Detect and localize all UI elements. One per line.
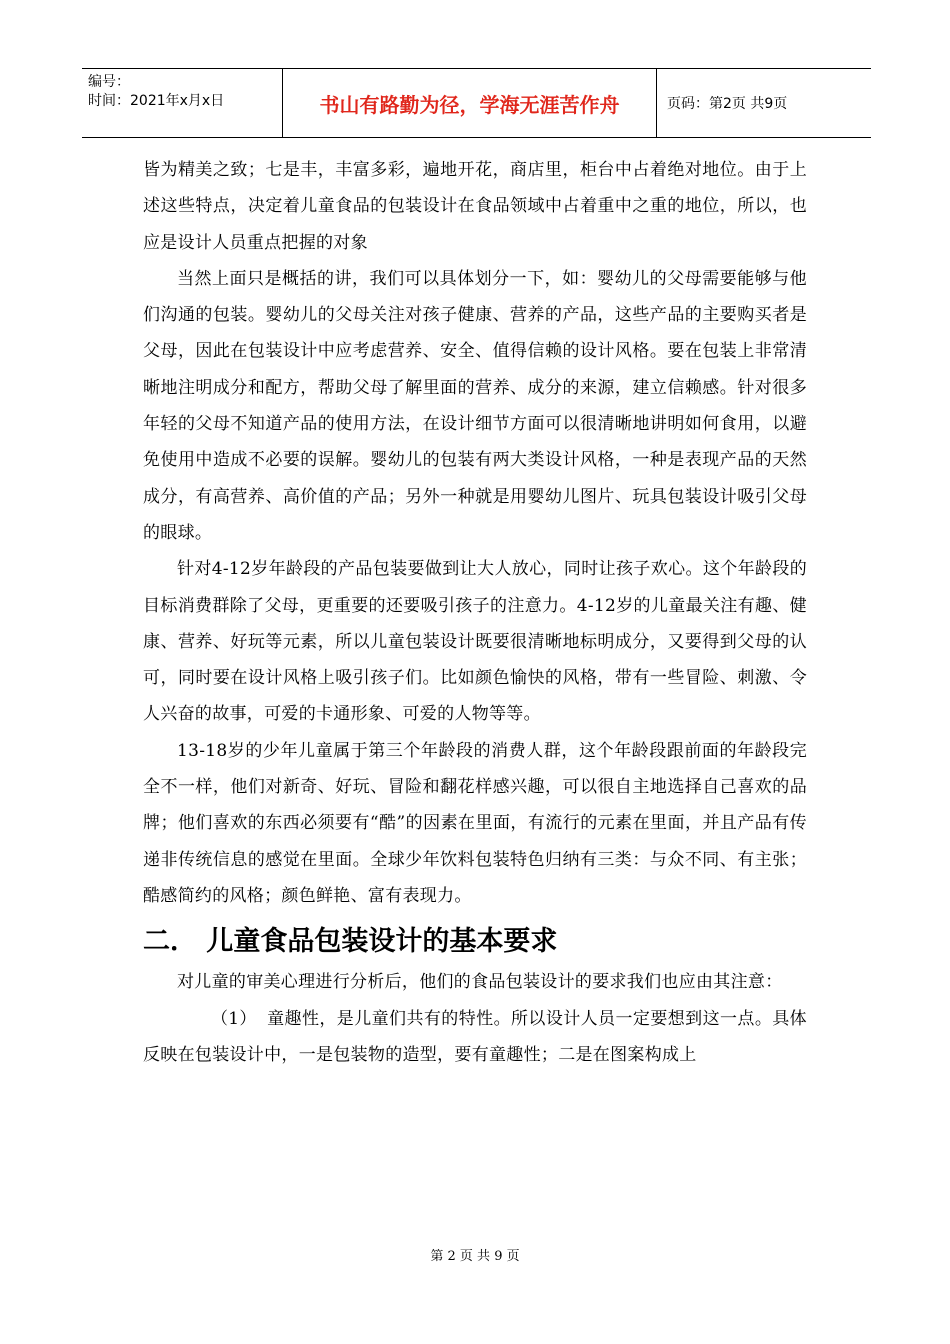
list-item-text: 童趣性，是儿童们共有的特性。所以设计人员一定要想到这一点。具体反映在包装设计中，一是包装物的造型，要有童趣性；二是在图案构成上 (143, 1008, 807, 1065)
document-number-label: 编号： (88, 74, 130, 90)
section-intro: 对儿童的审美心理进行分析后，他们的食品包装设计的要求我们也应由其注意： (177, 972, 783, 993)
paragraph-age-13-18: 13-18岁的少年儿童属于第三个年龄段的消费人群，这个年龄段跟前面的年龄段完全不一样，他们对新奇、好玩、冒险和翻花样感兴趣，可以很自主地选择自己喜欢的品牌；他们喜欢的东西必须要有“酷”的因素在里面，有流行的元素在里面，并且产品有传递非传统信息的感觉在里面。全球少年饮料包装特色归纳有三类：与众不同、有主张；酷感简约的风格；颜色鲜艳、富有表现力。 (143, 740, 807, 906)
list-item-number: （1） (211, 1008, 257, 1029)
paragraph-infant-packaging: 当然上面只是概括的讲，我们可以具体划分一下，如：婴幼儿的父母需要能够与他们沟通的包装。婴幼儿的父母关注对孩子健康、营养的产品，这些产品的主要购买者是父母，因此在包装设计中应考虑营养、安全、值得信赖的设计风格。要在包装上非常清晰地注明成分和配方，帮助父母了解里面的营养、成分的来源，建立信赖感。针对很多年轻的父母不知道产品的使用方法，在设计细节方面可以很清晰地讲明如何食用，以避免使用中造成不必要的误解。婴幼儿的包装有两大类设计风格，一种是表现产品的天然成分，有高营养、高价值的产品；另外一种就是用婴幼儿图片、玩具包装设计吸引父母的眼球。 (143, 268, 807, 543)
section-heading: 二． 儿童食品包装设计的基本要求 (143, 926, 558, 958)
header-motto: 书山有路勤为径，学海无涯苦作舟 (282, 69, 657, 137)
document-body (143, 152, 807, 1073)
header-page-info: 页码：第2页 共9页 (667, 96, 788, 112)
header-meta (82, 69, 282, 137)
paragraph-age-4-12: 针对4-12岁年龄段的产品包装要做到让大人放心，同时让孩子欢心。这个年龄段的目标消费群除了父母，更重要的还要吸引孩子的注意力。4-12岁的儿童最关注有趣、健康、营养、好玩等元素，所以儿童包装设计既要很清晰地标明成分，又要得到父母的认可，同时要在设计风格上吸引孩子们。比如颜色愉快的风格，带有一些冒险、刺激、令人兴奋的故事，可爱的卡通形象、可爱的人物等等。 (143, 559, 807, 725)
paragraph-continuation: 皆为精美之致；七是丰，丰富多彩，遍地开花，商店里，柜台中占着绝对地位。由于上述这些特点，决定着儿童食品的包装设计在食品领域中占着重中之重的地位，所以，也应是设计人员重点把握的对象 (143, 160, 807, 253)
page-footer: 第 2 页 共 9 页 (430, 1249, 520, 1264)
document-time-label: 时间：2021年x月x日 (88, 93, 225, 109)
list-item-1 (143, 1001, 807, 1074)
page-header (82, 68, 871, 138)
